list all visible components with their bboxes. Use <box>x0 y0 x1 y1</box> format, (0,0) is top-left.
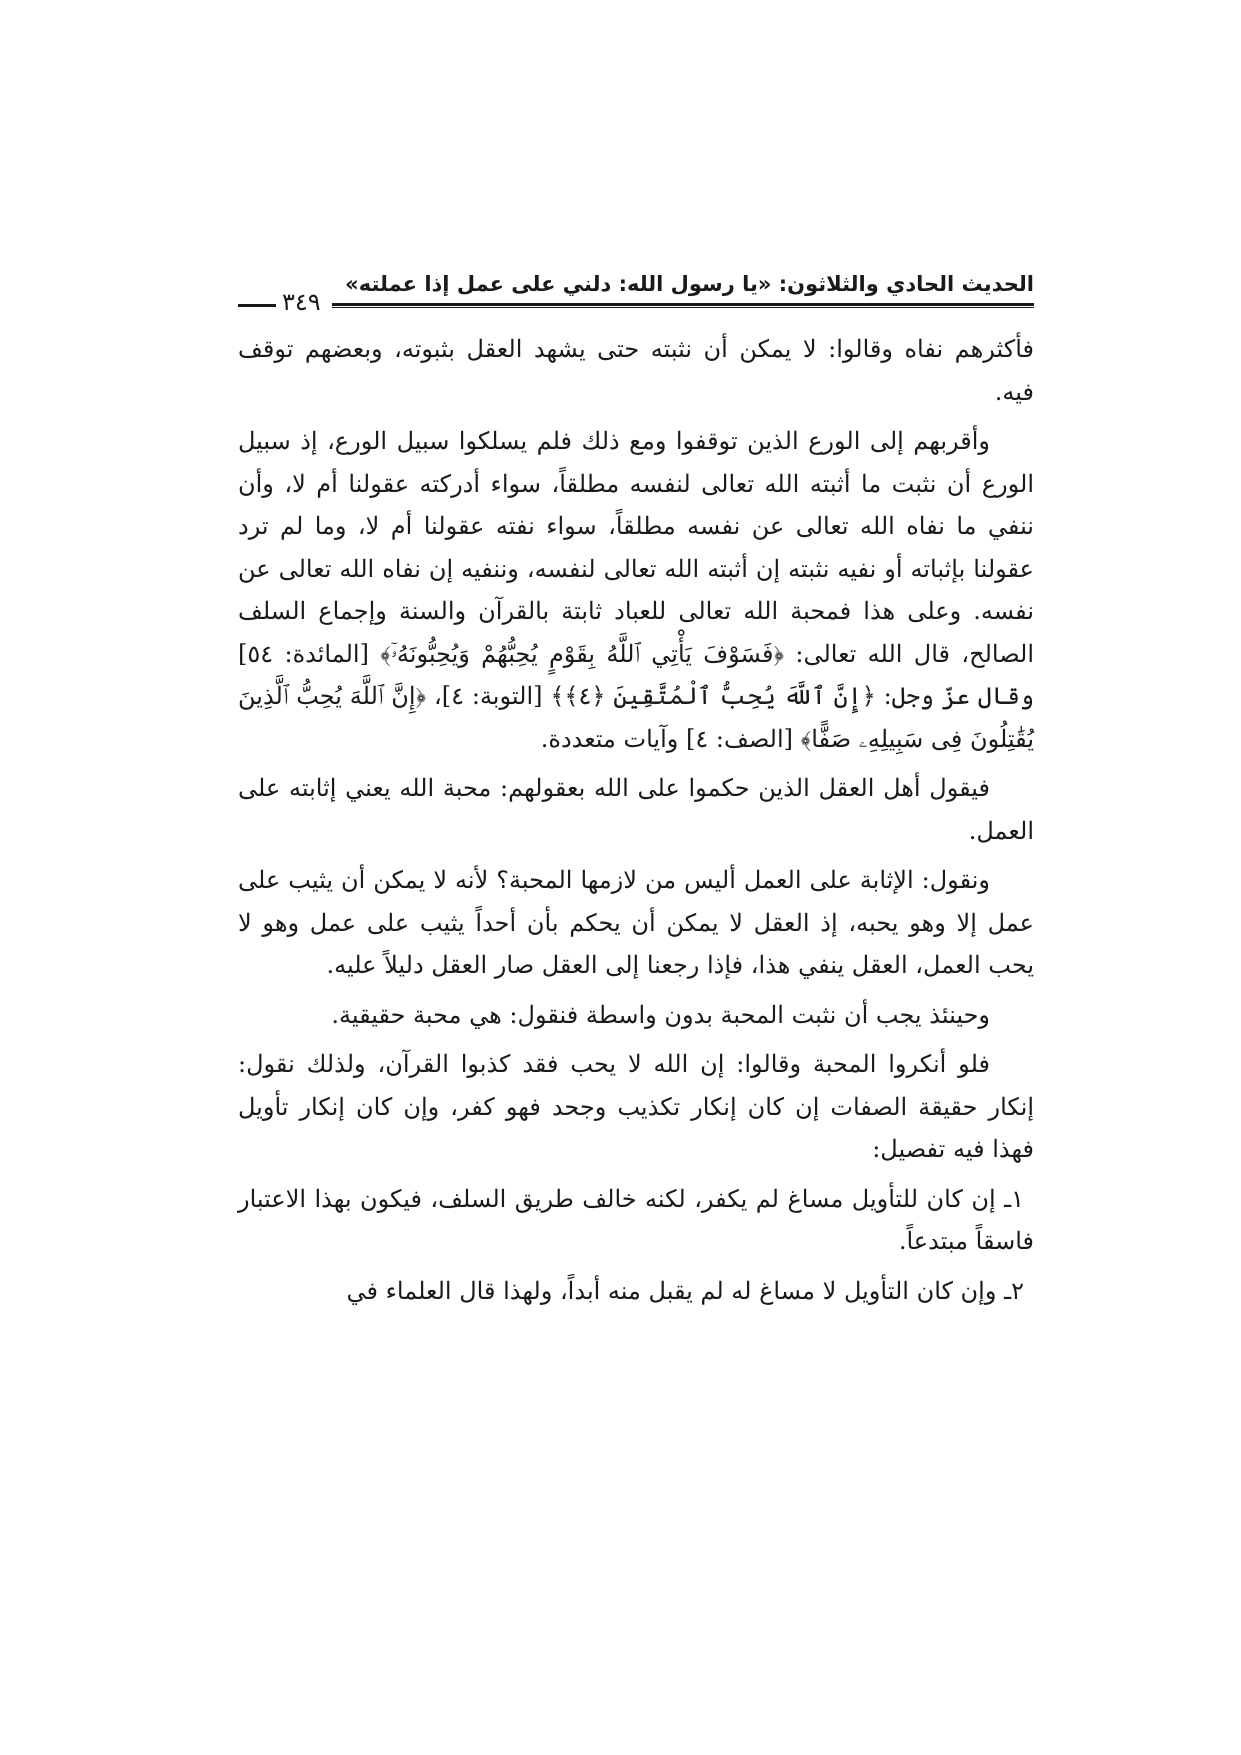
paragraph-3: فيقول أهل العقل الذين حكموا على الله بعقولهم: محبة الله يعني إثابته على العمل. <box>238 774 1034 845</box>
numbered-item-1: ١ـ إن كان للتأويل مساغ لم يكفر، لكنه خالف طريق السلف، فيكون بهذا الاعتبار فاسقاً مبتدعاً. <box>238 1184 1034 1255</box>
paragraph-5: وحينئذ يجب أن نثبت المحبة بدون واسطة فنقول: هي محبة حقيقية. <box>331 1000 990 1029</box>
header-rule <box>332 303 1034 308</box>
header-rule-tail <box>238 304 276 307</box>
paragraph-2: وأقربهم إلى الورع الذين توقفوا ومع ذلك فلم يسلكوا سبيل الورع، إذ سبيل الورع أن نثبت ما أثبته الله تعالى لنفسه مطلقاً، سواء أدركته عقولنا أم لا، وأن ننفي ما نفاه الله تعالى عن نفسه مطلقاً، سواء نفته عقولنا أم لا، وما لم ترد عقولنا بإثباته أو نفيه نثبته إن أثبته الله تعالى لنفسه، وننفيه إن نفاه الله تعالى عن نفسه. وعلى هذا فمحبة الله تعالى للعباد ثابتة بالقرآن والسنة وإجماع السلف الصالح، قال الله تعالى: ﴿فَسَوْفَ يَأْتِي ٱللَّهُ بِقَوْمٍ يُحِبُّهُمْ وَيُحِبُّونَهُۥٓ﴾ [المائدة: ٥٤] وقال عزّ وجل: ﴿إِنَّ ٱللَّهَ يُحِبُّ ٱلْمُتَّقِينَ ﴿٤﴾﴾ [التوبة: ٤]، ﴿إِنَّ ٱللَّهَ يُحِبُّ ٱلَّذِينَ يُقَٰتِلُونَ فِى سَبِيلِهِۦ صَفًّا﴾ [الصف: ٤] وآيات متعددة. <box>238 427 1035 753</box>
numbered-item-2: ٢ـ وإن كان التأويل لا مساغ له لم يقبل منه أبداً، ولهذا قال العلماء في <box>346 1276 1024 1305</box>
paragraph-6: فلو أنكروا المحبة وقالوا: إن الله لا يحب فقد كذبوا القرآن، ولذلك نقول: إنكار حقيقة الصفات إن كان إنكار تكذيب وجحد فهو كفر، وإن كان إنكار تأويل فهذا فيه تفصيل: <box>238 1050 1034 1163</box>
running-header-title: الحديث الحادي والثلاثون: «يا رسول الله: دلني على عمل إذا عملته» <box>345 272 1034 296</box>
paragraph-4: ونقول: الإثابة على العمل أليس من لازمها المحبة؟ لأنه لا يمكن أن يثيب على عمل إلا وهو يحبه، إذ العقل لا يمكن أن يحكم بأن أحداً يثيب على عمل وهو لا يحب العمل، العقل ينفي هذا، فإذا رجعنا إلى العقل صار العقل دليلاً عليه. <box>238 866 1034 979</box>
paragraph-1: فأكثرهم نفاه وقالوا: لا يمكن أن نثبته حتى يشهد العقل بثبوته، وبعضهم توقف فيه. <box>238 335 1034 406</box>
body-text <box>238 328 1034 1319</box>
page-number: ٣٤٩ <box>282 288 321 316</box>
running-header <box>238 272 1034 316</box>
